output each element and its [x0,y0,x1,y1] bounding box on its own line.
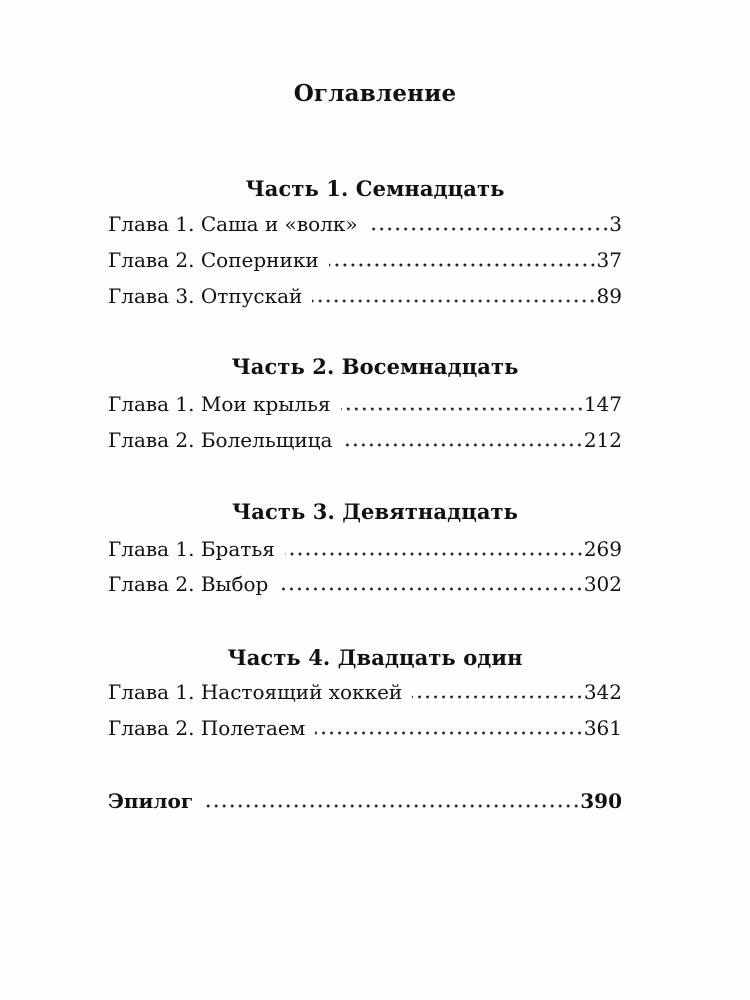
page-number: 212 [583,428,622,452]
toc-entry-epilogue [108,784,622,818]
chapter-title: Глава 2. Болельщица [108,428,333,452]
chapter-title: Глава 1. Мои крылья [108,392,331,416]
chapter-title: Глава 1. Настоящий хоккей [108,680,403,704]
page-number: 390 [580,789,622,813]
chapter-title: Глава 2. Полетаем [108,716,306,740]
page-number: 37 [596,248,622,272]
page-title: Оглавление [293,80,457,107]
toc-entry [108,711,622,745]
toc-entry [108,423,622,457]
dot-leader [285,552,584,556]
part-heading-4: Часть 4. Двадцать один [227,645,523,670]
toc-entry [108,532,622,566]
chapter-title: Глава 1. Братья [108,537,275,561]
toc-entry [108,243,622,277]
dot-leader [412,695,584,699]
page-number: 342 [583,680,622,704]
dot-leader [329,263,597,267]
page-number: 89 [596,284,622,308]
dot-leader [315,731,584,735]
dot-leader [312,299,596,303]
dot-leader [368,227,610,231]
dot-leader [342,443,583,447]
page-number: 269 [583,537,622,561]
toc-entry [108,279,622,313]
dot-leader [203,804,580,808]
toc-entry [108,207,622,241]
page-number: 3 [609,212,622,236]
part-heading-3: Часть 3. Девятнадцать [232,499,518,524]
chapter-title: Глава 2. Выбор [108,572,269,596]
chapter-title: Глава 3. Отпускай [108,284,303,308]
part-heading-2: Часть 2. Восемнадцать [231,354,519,379]
toc-entry [108,567,622,601]
epilogue-title: Эпилог [108,789,194,813]
chapter-title: Глава 1. Саша и «волк» [108,212,358,236]
toc-entry [108,387,622,421]
dot-leader [278,587,583,591]
dot-leader [341,407,584,411]
toc-entry [108,675,622,709]
part-heading-1: Часть 1. Семнадцать [245,176,505,201]
chapter-title: Глава 2. Соперники [108,248,319,272]
page-number: 361 [583,716,622,740]
page-number: 147 [583,392,622,416]
page-number: 302 [583,572,622,596]
